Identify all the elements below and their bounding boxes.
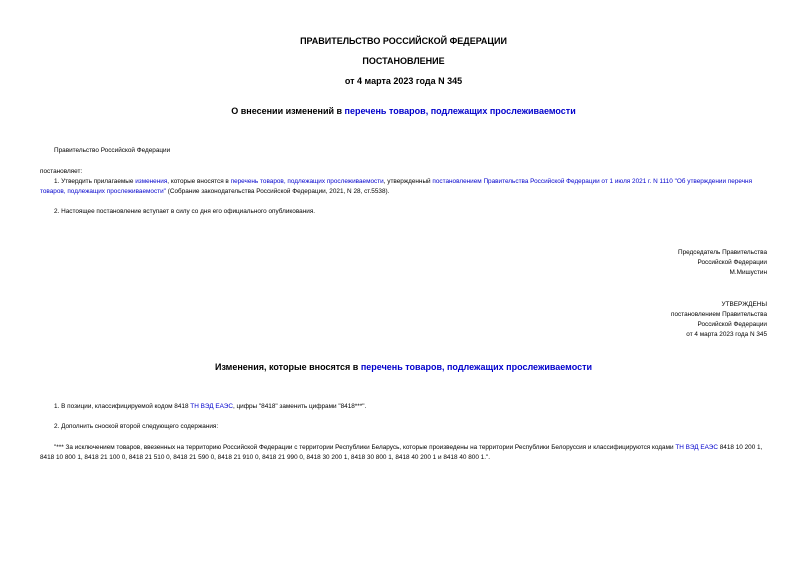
footnote-paragraph [40,443,775,463]
signature-line-3: М.Мишустин [729,269,767,276]
tn-ved-link[interactable]: ТН ВЭД ЕАЭС [190,403,233,410]
doc-date-number: от 4 марта 2023 года N 345 [344,76,463,86]
doc-title [0,106,807,116]
paragraph-1-text-d: (Собрание законодательства Российской Федерации, 2021, N 28, ст.5538). [165,188,390,195]
doc-title-link[interactable]: перечень товаров, подлежащих прослеживаемости [344,106,576,116]
change-item-2: 2. Дополнить сноской второй следующего содержания: [54,423,219,430]
government-heading: ПРАВИТЕЛЬСТВО РОССИЙСКОЙ ФЕДЕРАЦИИ [300,36,507,46]
resolves-text: постановляет: [40,168,83,175]
doc-type-heading: ПОСТАНОВЛЕНИЕ [362,56,445,66]
signature-line-1: Председатель Правительства [678,249,767,256]
changes-title-text: Изменения, которые вносятся в [214,362,361,372]
signature-block [678,248,767,278]
paragraph-2: 2. Настоящее постановление вступает в силу со дня его официального опубликования. [54,208,316,215]
approval-line-1: УТВЕРЖДЕНЫ [721,301,767,308]
change-item-1 [54,402,366,412]
change-item-1-text-a: 1. В позиции, классифицируемой кодом 8418 [54,403,191,410]
doc-title-text: О внесении изменений в [231,106,345,116]
goods-list-link[interactable]: перечень товаров, подлежащих прослеживаемости [230,178,384,185]
paragraph-1-text-c: , утвержденный [383,178,433,185]
changes-link[interactable]: изменения [135,178,168,185]
paragraph-1-text-b: , которые вносятся в [167,178,231,185]
change-item-1-text-b: , цифры "8418" заменить цифрами "8418***". [232,403,367,410]
approval-line-3: Российской Федерации [697,321,767,328]
issuer-text: Правительство Российской Федерации [54,147,171,154]
changes-title [0,362,807,372]
signature-line-2: Российской Федерации [697,259,767,266]
paragraph-1 [40,177,775,197]
footnote-tn-ved-link[interactable]: ТН ВЭД ЕАЭС [675,444,718,451]
changes-title-link[interactable]: перечень товаров, подлежащих прослеживаемости [360,362,593,372]
paragraph-1-text-a: 1. Утвердить прилагаемые [54,178,136,185]
approval-block [671,300,767,340]
approval-line-4: от 4 марта 2023 года N 345 [686,331,767,338]
footnote-text-b: 8418 10 200 1, 8418 10 800 1, 8418 21 100 0, 8418 21 510 0, 8418 21 590 0, 8418 21 910 0, 8418 21 990 0, 8418 30 200 1, 8418 30 800 1, 8418 40 200 1 и 8418 40 800 1.". [40,444,763,461]
resolution-1110-link[interactable]: постановлением Правительства Российской Федерации от 1 июля 2021 г. N 1110 "Об утверждении перечня товаров, подлежащих прослеживаемости" [40,178,753,195]
footnote-text-a: "*** За исключением товаров, ввезенных на территорию Российской Федерации с территории Республики Беларусь, которые произведены на территории Республики Белоруссия и классифицируются кодами [54,444,676,451]
approval-line-2: постановлением Правительства [671,311,767,318]
